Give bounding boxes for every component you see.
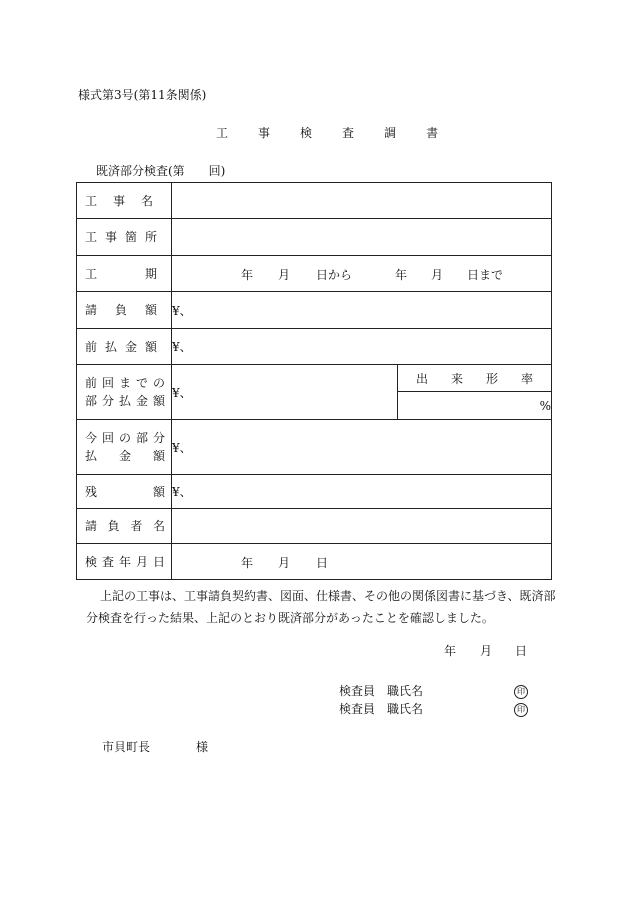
- label-char: 日: [152, 554, 165, 569]
- label-char: 負: [107, 519, 120, 533]
- inspector-role: 検査員: [339, 684, 376, 698]
- label-char: 事: [112, 193, 125, 208]
- seal-icon: 印: [514, 685, 528, 699]
- title-char: 調: [384, 126, 397, 140]
- label-char: 箇: [124, 230, 137, 244]
- label-char: で: [135, 376, 148, 390]
- statement-line: 分検査を行った結果、上記のとおり既済部分があったことを確認しました。: [86, 611, 494, 625]
- label-char: 部: [85, 394, 98, 408]
- label-char: 分: [152, 431, 165, 445]
- addressee-name: 市貝町長: [102, 740, 151, 754]
- row-construction-name: [77, 183, 552, 219]
- label-char: 今: [85, 431, 98, 445]
- signature-month: 月: [480, 644, 493, 658]
- inspector-role: 検査員: [339, 702, 376, 716]
- addressee-honorific: 様: [196, 740, 209, 754]
- period-month-from: 月: [278, 268, 291, 282]
- label-char: 回: [101, 376, 114, 390]
- subheading: 既済部分検査(第 回): [96, 164, 226, 178]
- label-char: 額: [152, 394, 165, 408]
- label-advance-payment: [77, 329, 172, 365]
- row-remaining: [77, 475, 552, 509]
- period-day-from: 日から: [316, 268, 353, 282]
- field-construction-site[interactable]: [172, 219, 552, 256]
- field-current-partial[interactable]: ¥、: [172, 420, 552, 475]
- label-char: 払: [104, 339, 117, 354]
- period-month-until: 月: [431, 268, 444, 282]
- label-char: 月: [135, 554, 148, 569]
- field-period[interactable]: [172, 256, 552, 292]
- label-construction-site: [77, 219, 172, 256]
- row-contractor: [77, 509, 552, 544]
- label-char: 分: [101, 394, 114, 408]
- label-remaining: [77, 475, 172, 509]
- inspection-day: 日: [316, 556, 329, 570]
- header-char: 率: [520, 371, 533, 386]
- label-char: 請: [85, 303, 98, 317]
- row-advance-payment: [77, 329, 552, 365]
- row-contract-amount: [77, 292, 552, 329]
- label-char: 払: [118, 394, 131, 408]
- statement-line: 上記の工事は、工事請負契約書、図面、仕様書、その他の関係図書に基づき、既済部: [100, 589, 556, 603]
- field-construction-name[interactable]: [172, 183, 552, 219]
- label-char: 者: [130, 519, 143, 533]
- statement-paragraph: [86, 585, 556, 629]
- label-char: 額: [152, 484, 165, 499]
- progress-rate-header: [398, 365, 552, 392]
- label-char: 工: [85, 193, 98, 208]
- label-char: 額: [144, 339, 157, 354]
- header-char: 形: [485, 371, 498, 386]
- field-progress-rate[interactable]: %: [398, 392, 552, 420]
- label-period: [77, 256, 172, 292]
- label-char: 金: [118, 449, 131, 463]
- inspector-line: [339, 700, 528, 717]
- label-construction-name: [77, 183, 172, 219]
- title-char: 検: [300, 126, 313, 140]
- header-char: 来: [450, 371, 463, 386]
- label-char: 部: [135, 431, 148, 445]
- row-inspection-date: [77, 544, 552, 580]
- addressee: [102, 738, 208, 755]
- inspection-year: 年: [241, 556, 254, 570]
- period-year-from: 年: [241, 268, 254, 282]
- field-remaining[interactable]: ¥、: [172, 475, 552, 509]
- label-char: 査: [101, 554, 114, 569]
- label-char: 請: [85, 519, 98, 533]
- label-current-partial: [77, 420, 172, 475]
- title-char: 工: [216, 126, 229, 140]
- label-inspection-date: [77, 544, 172, 580]
- label-contractor: [77, 509, 172, 544]
- seal-icon: 印: [514, 703, 528, 717]
- signature-year: 年: [444, 644, 457, 658]
- label-char: の: [118, 431, 131, 445]
- header-char: 出: [416, 371, 429, 386]
- label-char: 前: [85, 339, 98, 354]
- label-char: ま: [118, 376, 131, 390]
- row-period: [77, 256, 552, 292]
- label-char: 事: [104, 230, 117, 244]
- label-contract-amount: [77, 292, 172, 329]
- label-char: 年: [118, 554, 131, 569]
- label-char: 額: [144, 303, 157, 317]
- document-title: [216, 124, 438, 141]
- field-advance-payment[interactable]: ¥、: [172, 329, 552, 365]
- field-contractor[interactable]: [172, 509, 552, 544]
- label-char: 残: [85, 484, 98, 499]
- inspector-name-label: 職氏名: [387, 684, 424, 698]
- inspection-month: 月: [278, 556, 291, 570]
- label-char: 所: [144, 230, 157, 244]
- field-inspection-date[interactable]: [172, 544, 552, 580]
- label-char: 名: [152, 519, 165, 533]
- title-char: 査: [342, 126, 355, 140]
- label-char: 検: [85, 554, 98, 569]
- label-char: 回: [101, 431, 114, 445]
- label-char: 期: [144, 266, 157, 281]
- row-previous-partial: [77, 365, 552, 392]
- label-char: 額: [152, 449, 165, 463]
- period-day-until: 日まで: [467, 268, 504, 282]
- title-char: 書: [426, 126, 439, 140]
- label-char: 名: [140, 193, 153, 208]
- label-char: 工: [85, 266, 98, 281]
- inspector-line: [339, 682, 528, 699]
- form-number: 様式第3号(第11条関係): [78, 88, 207, 102]
- row-construction-site: [77, 219, 552, 256]
- field-previous-partial[interactable]: ¥、: [172, 365, 398, 420]
- label-char: の: [152, 376, 165, 390]
- label-char: 払: [85, 449, 98, 463]
- inspector-name-label: 職氏名: [387, 702, 424, 716]
- inspection-table: [76, 182, 552, 580]
- label-previous-partial: [77, 365, 172, 420]
- label-char: 負: [114, 303, 127, 317]
- label-char: 金: [135, 394, 148, 408]
- title-char: 事: [258, 126, 271, 140]
- label-char: 工: [85, 230, 98, 244]
- label-char: 金: [124, 339, 137, 354]
- period-year-until: 年: [395, 268, 408, 282]
- label-char: 前: [85, 376, 98, 390]
- row-current-partial: [77, 420, 552, 475]
- field-contract-amount[interactable]: ¥、: [172, 292, 552, 329]
- signature-day: 日: [515, 644, 528, 658]
